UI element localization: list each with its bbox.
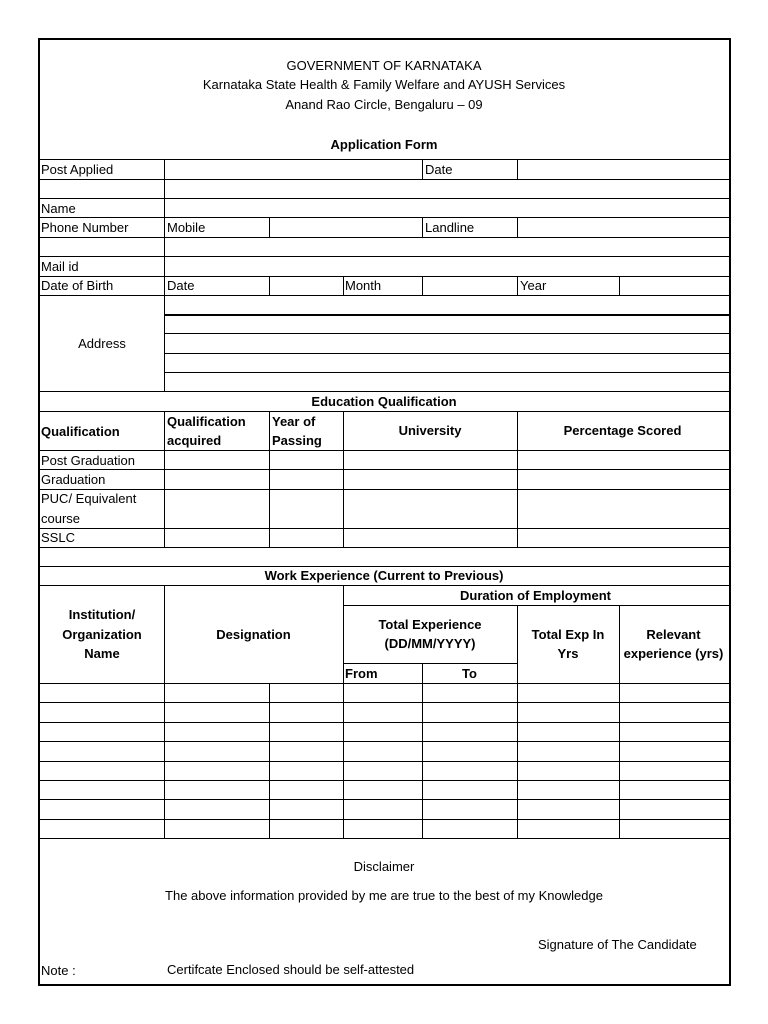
grid-hline <box>40 276 729 277</box>
grid-hline <box>40 469 729 470</box>
grid-hline <box>40 547 729 548</box>
edu-row-puc: PUC/ Equivalent <box>41 491 137 506</box>
label-name: Name <box>41 201 76 216</box>
edu-row-sslc: SSLC <box>41 530 75 545</box>
work-section-title: Work Experience (Current to Previous) <box>264 568 504 583</box>
grid-hline <box>343 663 518 664</box>
grid-hline <box>40 179 729 180</box>
grid-hline <box>40 761 729 762</box>
grid-hline <box>40 683 729 684</box>
work-col-to: To <box>462 666 477 681</box>
label-mail-id: Mail id <box>41 259 79 274</box>
border-bottom <box>38 984 731 986</box>
border-left <box>38 38 40 986</box>
grid-hline <box>164 372 729 373</box>
edu-col-qualification: Qualification <box>41 424 120 439</box>
work-col-designation: Designation <box>216 627 291 642</box>
note-text: Certifcate Enclosed should be self-attested <box>167 962 415 977</box>
grid-hline <box>40 237 729 238</box>
header-department: Karnataka State Health & Family Welfare and AYUSH Services <box>202 77 566 92</box>
label-landline: Landline <box>425 220 475 235</box>
work-col-total-experience: Total Experience <box>378 617 482 632</box>
work-col-institution: Institution/ <box>68 607 136 622</box>
grid-hline <box>40 741 729 742</box>
work-col-from: From <box>345 666 378 681</box>
edu-col-university: University <box>398 423 462 438</box>
grid-vline <box>269 217 270 238</box>
header-government: GOVERNMENT OF KARNATAKA <box>286 58 482 73</box>
label-date: Date <box>425 162 453 177</box>
grid-vline <box>343 276 344 296</box>
grid-vline <box>517 276 518 296</box>
grid-hline <box>40 450 729 451</box>
edu-row-graduation: Graduation <box>41 472 106 487</box>
grid-vline <box>164 683 165 839</box>
grid-hline <box>40 566 729 567</box>
grid-vline <box>517 683 518 839</box>
work-col-total-exp-yrs: Total Exp In <box>531 627 605 642</box>
grid-hline <box>164 353 729 354</box>
grid-vline <box>517 605 518 684</box>
grid-vline <box>422 683 423 839</box>
header-address: Anand Rao Circle, Bengaluru – 09 <box>285 97 483 112</box>
work-col-relevant-2: experience (yrs) <box>623 646 724 661</box>
label-dob-year: Year <box>520 278 547 293</box>
grid-hline <box>40 702 729 703</box>
border-right <box>729 38 731 986</box>
grid-hline <box>40 159 729 160</box>
edu-col-qualification-acquired: Qualification <box>167 414 246 429</box>
label-mobile: Mobile <box>167 220 206 235</box>
grid-vline <box>619 683 620 839</box>
disclaimer-title: Disclaimer <box>353 859 415 874</box>
grid-vline <box>269 276 270 296</box>
edu-col-year-of-passing: Year of <box>272 414 316 429</box>
grid-hline <box>40 411 729 412</box>
grid-hline <box>40 528 729 529</box>
grid-hline <box>40 198 729 199</box>
grid-vline <box>619 605 620 684</box>
work-col-duration: Duration of Employment <box>460 588 611 603</box>
edu-col-qualification-acquired-2: acquired <box>167 433 222 448</box>
note-label: Note : <box>41 963 76 978</box>
label-phone-number: Phone Number <box>41 220 129 235</box>
grid-vline <box>422 276 423 296</box>
grid-vline <box>269 683 270 839</box>
edu-col-year-of-passing-2: Passing <box>272 433 322 448</box>
grid-vline <box>517 159 518 180</box>
disclaimer-text: The above information provided by me are true to the best of my Knowledge <box>165 888 603 903</box>
grid-hline <box>40 838 729 839</box>
grid-hline <box>40 780 729 781</box>
work-col-relevant: Relevant <box>646 627 701 642</box>
grid-hline <box>40 256 729 257</box>
grid-hline <box>40 819 729 820</box>
grid-hline <box>164 315 729 316</box>
edu-col-percentage: Percentage Scored <box>563 423 682 438</box>
grid-vline <box>164 159 165 392</box>
grid-hline <box>40 585 729 586</box>
grid-vline <box>517 217 518 238</box>
work-col-total-exp-yrs-2: Yrs <box>557 646 579 661</box>
grid-hline <box>40 799 729 800</box>
signature-label: Signature of The Candidate <box>538 937 697 952</box>
grid-hline <box>164 333 729 334</box>
work-col-total-experience-2: (DD/MM/YYYY) <box>384 636 476 651</box>
form-title: Application Form <box>330 137 438 152</box>
edu-row-post-graduation: Post Graduation <box>41 453 135 468</box>
grid-hline <box>343 605 729 606</box>
grid-vline <box>269 411 270 548</box>
work-col-institution-2: Organization <box>62 627 142 642</box>
grid-vline <box>164 411 165 548</box>
grid-vline <box>422 217 423 238</box>
grid-vline <box>619 276 620 296</box>
education-section-title: Education Qualification <box>311 394 457 409</box>
label-post-applied: Post Applied <box>41 162 114 177</box>
work-col-institution-3: Name <box>84 646 120 661</box>
grid-vline <box>343 683 344 839</box>
label-address: Address <box>78 336 126 351</box>
grid-hline <box>40 391 729 392</box>
label-date-of-birth: Date of Birth <box>41 278 114 293</box>
grid-hline <box>40 489 729 490</box>
label-dob-date: Date <box>167 278 195 293</box>
grid-hline <box>40 217 729 218</box>
label-dob-month: Month <box>345 278 382 293</box>
edu-row-puc-2: course <box>41 511 81 526</box>
border-top <box>38 38 731 40</box>
grid-hline <box>40 722 729 723</box>
grid-vline <box>422 159 423 180</box>
grid-hline <box>40 295 729 296</box>
